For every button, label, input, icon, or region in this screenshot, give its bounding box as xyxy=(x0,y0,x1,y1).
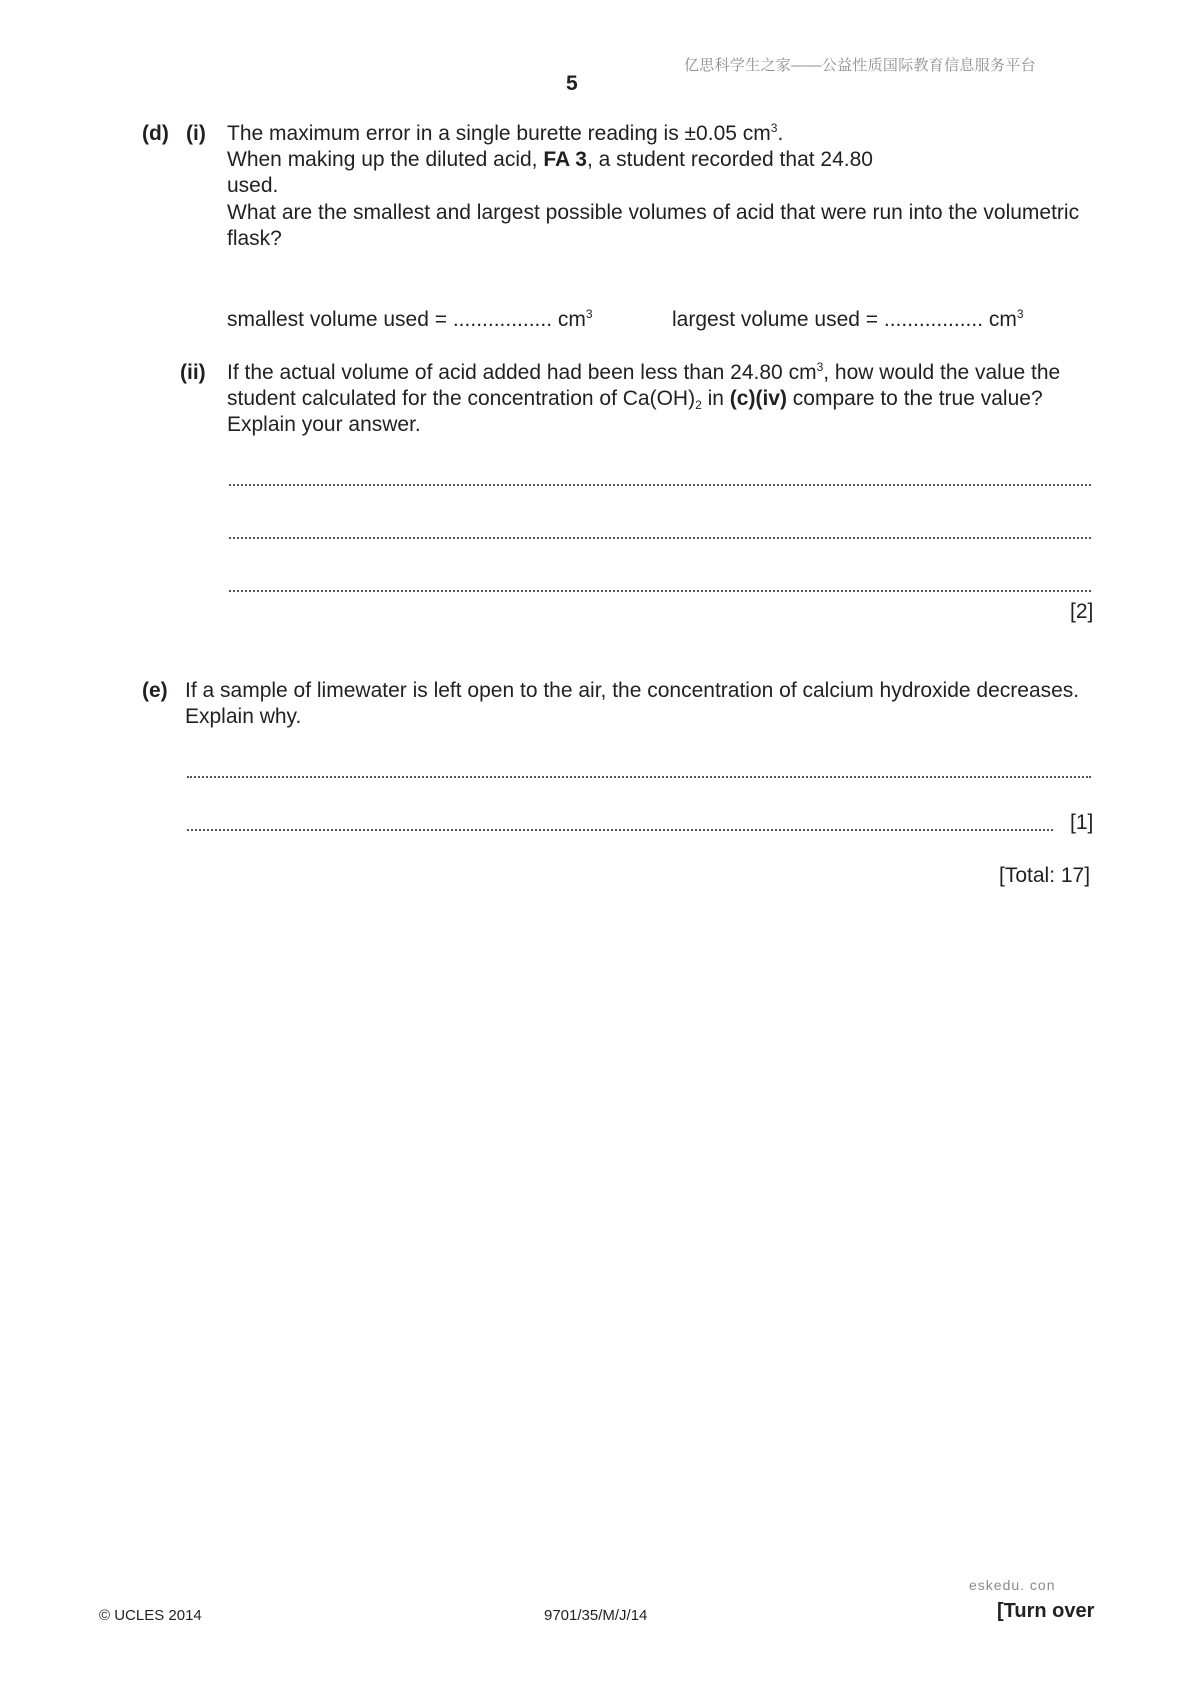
d-i-line2: When making up the diluted acid, FA 3, a student recorded that 24.80 xyxy=(227,148,873,171)
d-ii-line3: Explain your answer. xyxy=(227,413,421,436)
answer-line[interactable] xyxy=(229,537,1091,539)
answer-line[interactable] xyxy=(187,829,1053,831)
header-watermark: 亿思科学生之家——公益性质国际教育信息服务平台 xyxy=(684,57,1036,74)
answer-line[interactable] xyxy=(187,776,1091,778)
d-i-line3: used. xyxy=(227,174,279,197)
d-i-line1: The maximum error in a single burette reading is ±0.05 $cm^3$. xyxy=(227,121,784,145)
part-e-label: (e) xyxy=(142,679,168,702)
d-i-line4: What are the smallest and largest possible volumes of acid that were run into the volumetric xyxy=(227,201,1080,224)
part-d-i-label: (i) xyxy=(186,122,206,145)
answer-line[interactable] xyxy=(229,590,1091,592)
mark-d-ii: [2] xyxy=(1070,600,1094,623)
e-line2: Explain why. xyxy=(185,705,302,728)
total-marks: [Total: 17] xyxy=(999,864,1091,887)
footer-copyright: © UCLES 2014 xyxy=(99,1607,202,1624)
footer-code: 9701/35/M/J/14 xyxy=(544,1607,648,1624)
smallest-volume-answer[interactable]: smallest volume used = ................. $cm^3$ xyxy=(227,307,593,331)
footer-site: eskedu. con xyxy=(969,1577,1056,1593)
page-number: 5 xyxy=(566,72,578,95)
mark-e: [1] xyxy=(1070,811,1094,834)
e-line1: If a sample of limewater is left open to the air, the concentration of calcium hydroxide decreases. xyxy=(185,679,1080,702)
d-ii-line1: If the actual volume of acid added had been less than 24.80 $cm^3$, how would the value the xyxy=(227,360,1061,384)
turn-over: [Turn over xyxy=(997,1600,1095,1622)
answer-line[interactable] xyxy=(229,484,1091,486)
d-ii-line2: student calculated for the concentration of $Ca(OH)_2$ in (c)(iv) compare to the true value? xyxy=(227,387,1043,412)
d-i-line5: flask? xyxy=(227,227,282,250)
largest-volume-answer[interactable]: largest volume used = ................. $cm^3$ xyxy=(672,307,1024,331)
part-d-label: (d) xyxy=(142,122,169,145)
part-d-ii-label: (ii) xyxy=(180,361,206,384)
